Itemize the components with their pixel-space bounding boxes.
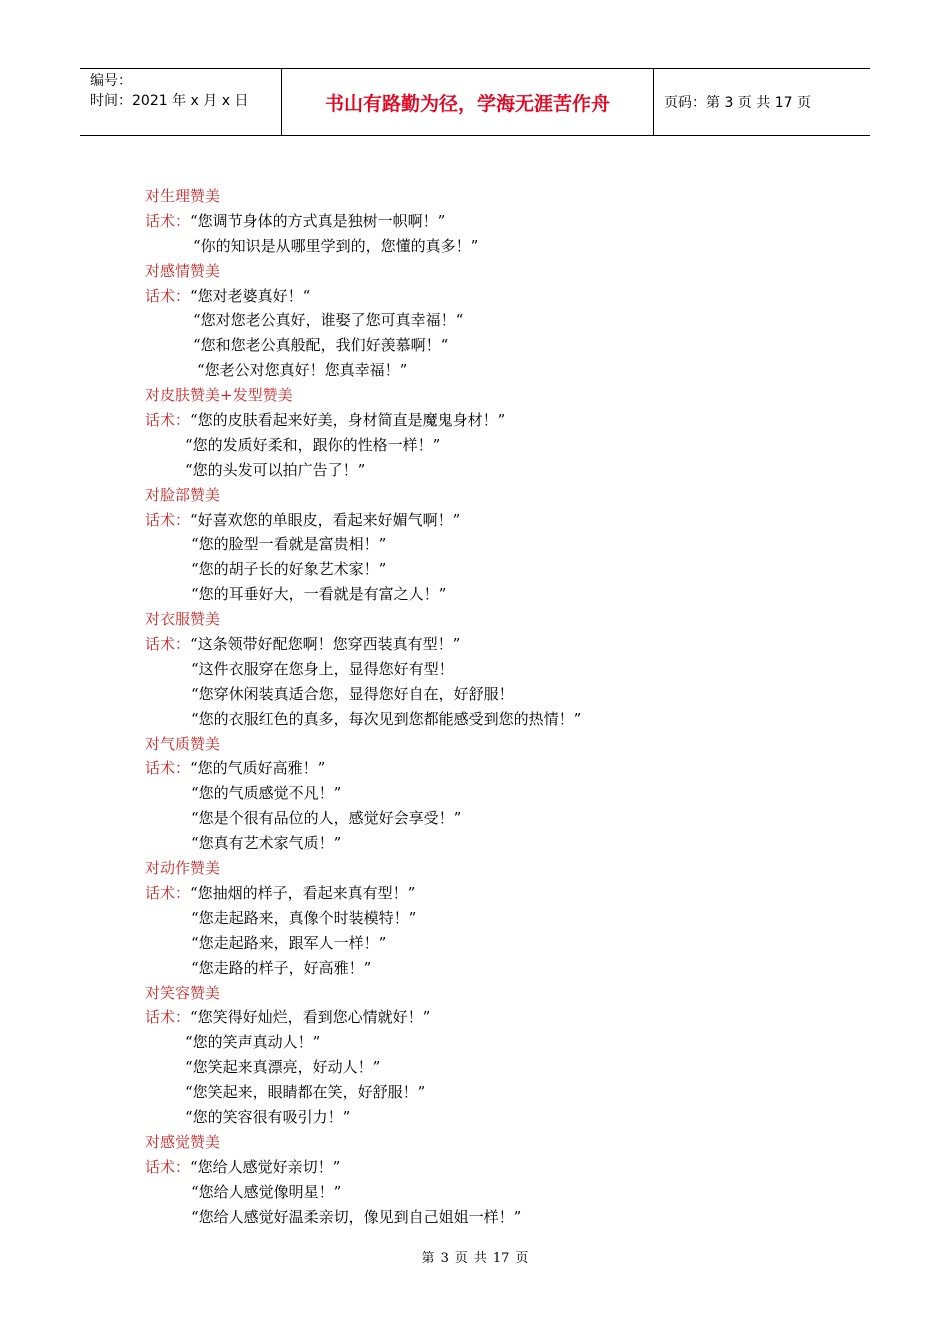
script-line: “您的胡子长的好象艺术家！” [191, 560, 387, 579]
script-line [145, 881, 865, 906]
script-label: 话术： [145, 635, 191, 654]
script-label: 话术： [145, 211, 191, 230]
section-heading: 对感情赞美 [145, 261, 221, 280]
section-heading: 对气质赞美 [145, 734, 221, 753]
script-line: “您走起路来，真像个时装模特！” [191, 908, 417, 927]
section-heading: 对皮肤赞美+发型赞美 [145, 386, 293, 405]
section-heading: 对生理赞美 [145, 187, 221, 205]
section-heading: 对感觉赞美 [145, 1132, 221, 1151]
footer-ye: 页 [515, 1251, 529, 1266]
script-line: “您的头发可以拍广告了！” [185, 460, 366, 479]
section-heading: 对动作赞美 [145, 859, 221, 878]
script-text: “您的皮肤看起来好美，身材简直是魔鬼身材！” [190, 411, 506, 430]
script-label: 话术： [145, 759, 191, 778]
script-line [145, 1005, 865, 1030]
header-left-cell [80, 69, 282, 135]
script-text: “您抽烟的样子，看起来真有型！” [190, 883, 416, 902]
script-text: “您调节身体的方式真是独树一帜啊！” [190, 211, 446, 230]
script-label: 话术： [145, 411, 191, 430]
script-line: “您对您老公真好，谁娶了您可真幸福！“ [193, 311, 464, 330]
section-heading: 对笑容赞美 [145, 983, 221, 1002]
script-line: “您给人感觉好温柔亲切，像见到自己姐姐一样！” [191, 1207, 522, 1226]
script-line: “这件衣服穿在您身上，显得您好有型！ [191, 659, 454, 678]
footer-gong: 共 [473, 1251, 487, 1266]
script-line: “您是个很有品位的人，感觉好会享受！” [191, 809, 462, 828]
script-line: “您的发质好柔和，跟你的性格一样！” [185, 435, 441, 454]
script-line: “您的笑容很有吸引力！” [185, 1107, 351, 1126]
document-date: 时间：2021 年 x 月 x 日 [90, 93, 249, 109]
script-text: “您给人感觉好亲切！” [190, 1157, 341, 1176]
script-line: “您走路的样子，好高雅！” [191, 958, 372, 977]
script-line: “您穿休闲装真适合您，显得您好自在，好舒服！ [191, 684, 514, 703]
script-line [145, 1155, 865, 1180]
script-line: “您的脸型一看就是富贵相！” [191, 535, 387, 554]
script-line: “您笑起来真漂亮，好动人！” [185, 1058, 381, 1077]
script-line: “您笑起来，眼睛都在笑，好舒服！” [185, 1083, 426, 1102]
script-text: “您对老婆真好！“ [190, 286, 311, 305]
page-footer [0, 1247, 950, 1266]
script-text: “您的气质好高雅！” [190, 759, 326, 778]
script-label: 话术： [145, 883, 191, 902]
script-line [145, 508, 865, 533]
script-line: “你的知识是从哪里学到的，您懂的真多！” [193, 236, 479, 255]
header-motto: 书山有路勤为径，学海无涯苦作舟 [282, 69, 654, 135]
page-header [80, 68, 870, 136]
script-line: “您的气质感觉不凡！” [191, 784, 342, 803]
footer-total-pages: 17 [492, 1251, 510, 1266]
footer-page-number: 3 [440, 1251, 449, 1266]
footer-ye: 页 [454, 1251, 468, 1266]
script-label: 话术： [145, 1008, 191, 1027]
script-line [145, 756, 865, 781]
script-line [145, 284, 865, 309]
script-line: “您给人感觉像明星！” [191, 1182, 342, 1201]
script-text: “这条领带好配您啊！您穿西装真有型！” [190, 635, 461, 654]
script-text: “您笑得好灿烂，看到您心情就好！” [190, 1008, 431, 1027]
header-page-info: 页码：第 3 页 共 17 页 [664, 95, 811, 111]
script-line: “您的耳垂好大，一看就是有富之人！” [191, 585, 447, 604]
script-line: “您和您老公真般配，我们好羡慕啊！“ [193, 336, 449, 355]
document-body [145, 184, 865, 1229]
script-line [145, 632, 865, 657]
script-line [145, 209, 865, 234]
script-line: “您走起路来，跟军人一样！” [191, 933, 387, 952]
script-line: “您的笑声真动人！” [185, 1033, 321, 1052]
script-line [145, 408, 865, 433]
script-line: “您的衣服红色的真多，每次见到您都能感受到您的热情！” [191, 709, 582, 728]
script-text: “好喜欢您的单眼皮，看起来好媚气啊！” [190, 510, 461, 529]
script-line: “您真有艺术家气质！” [191, 834, 342, 853]
script-label: 话术： [145, 510, 191, 529]
script-label: 话术： [145, 286, 191, 305]
footer-di: 第 [421, 1251, 435, 1266]
script-line: “您老公对您真好！您真幸福！” [197, 361, 408, 380]
section-heading: 对脸部赞美 [145, 485, 221, 504]
script-label: 话术： [145, 1157, 191, 1176]
document-number-label: 编号： [90, 73, 132, 89]
section-heading: 对衣服赞美 [145, 610, 221, 629]
